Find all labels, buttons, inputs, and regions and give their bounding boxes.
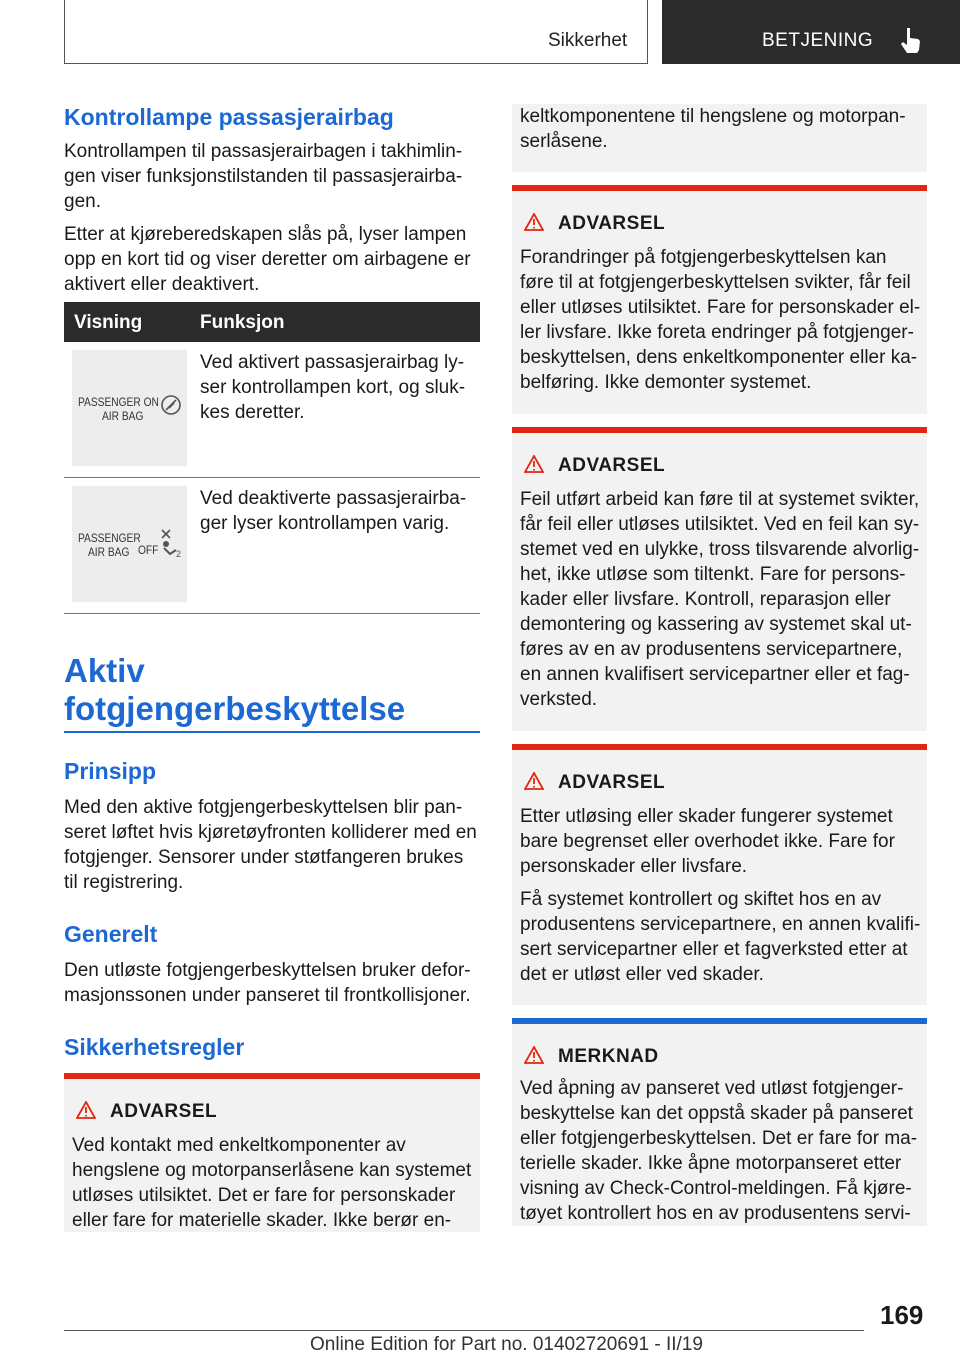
warning-box-3 [512,433,927,731]
warning-text: Etter utløsing eller skader fungerer systemet bare begrenset eller overhodet ikke. Fare for personskader eller livsfare. [520,806,895,877]
warning-title: ADVARSEL [558,455,666,476]
svg-text:2: 2 [176,549,182,558]
warning-triangle-icon [524,1046,544,1064]
warning-triangle-icon [524,455,544,473]
warning-title: ADVARSEL [558,772,666,793]
warning-title: ADVARSEL [110,1101,218,1122]
note-box [512,1024,927,1226]
warning-text: Ved kontakt med enkeltkomponenter av hengslene og motorpanserlåsene kan systemet utløses utilsiktet. Det er fare for personskader eller fare for materielle skader. Ikke berør en- [72,1135,472,1231]
table-col-display: Visning [74,312,143,333]
general-paragraph: Den utløste fotgjengerbeskyttelsen bruker defor- masjonssonen under panseret til frontkollisjoner. [64,960,471,1006]
note-text: Ved åpning av panseret ved utløst fotgjenger- beskyttelse kan det oppstå skader på panseret eller fotgjengerbeskyttelsen. Det er fare for ma- terielle skader. Ikke åpne motorpanseret etter visning av Check-Control-meldingen. Få kjøre- tøyet kontrollert hos en av produsentens servi- [520,1078,918,1224]
lamp-table-header [64,302,480,342]
header-chapter-tab[interactable] [662,0,960,64]
airbag-on-icon [160,394,182,416]
lamp-airbag-off-image [72,486,187,602]
warning-triangle-icon [76,1101,96,1119]
airbag-paragraph-2: Etter at kjøreberedskapen slås på, lyser lampen opp en kort tid og viser deretter om airbagene er aktivert eller deaktivert. [64,224,471,295]
lamp-text-line2: AIR BAG [88,545,130,559]
lamp-text-line1: PASSENGER ON [78,395,159,409]
principle-paragraph: Med den aktive fotgjengerbeskyttelsen blir pan- seret løftet hvis kjøretøyfronten kolliderer med en fotgjenger. Sensorer under støtfangeren brukes til registrering. [64,797,477,893]
warning-triangle-icon [524,213,544,231]
warning-text: Forandringer på fotgjengerbeskyttelsen kan føre til at fotgjengerbeskyttelsen svikter, får feil eller utløses utilsiktet. Fare for personskader el- ler livsfare. Ikke foreta endringer på fotgjenger- beskyttelsen, dens enkeltkomponenter eller ka- belføring. Ikke demonter systemet. [520,247,921,393]
warning-text: Få systemet kontrollert og skiftet hos en av produsentens servicepartnere, en annen kvalifi- sert servicepartner eller et fagverksted etter at det er utløst eller ved skader. [520,889,921,985]
airbag-paragraph-1: Kontrollampen til passasjerairbagen i takhimlin- gen viser funksjonstilstanden til passasjerairba- gen. [64,141,463,212]
page-number: 169 [880,1300,924,1330]
warning-box-4 [512,750,927,1005]
principle-heading: Prinsipp [64,758,157,784]
continued-warning-box [512,104,927,172]
header-chapter-label: BETJENING [762,30,874,51]
header-section-title: Sikkerhet [548,30,628,51]
section-underline [64,731,480,733]
warning-triangle-icon [524,772,544,790]
warning-text: Feil utført arbeid kan føre til at systemet svikter, får feil eller utløses utilsiktet. Ved en feil kan sy- stemet ved en ulykke, tross tilsvarende alvorlig- het, ikke utløse som tiltenkt. Fare for persons- kader eller livsfare. Kontroll, reparasjon eller demontering og kassering av systemet skal ut- føres av en av produsentens servicepartnere, en annen kvalifisert servicepartner eller et fag- verksted. [520,489,920,710]
footer-edition: Online Edition for Part no. 01402720691 - II/19 [310,1334,703,1355]
safety-rules-heading: Sikkerhetsregler [64,1034,245,1060]
table-divider [64,613,480,614]
continued-warning-text: keltkomponentene til hengslene og motorpan- serlåsene. [520,106,906,152]
section-title: Aktiv fotgjengerbeskyttelse [64,652,406,727]
lamp-row-1-text: Ved aktivert passasjerairbag ly- ser kontrollampen kort, og sluk- kes deretter. [200,352,466,423]
lamp-text-line1: PASSENGER [78,531,141,545]
lamp-row-2-text: Ved deaktiverte passasjerairba- ger lyser kontrollampen varig. [200,488,467,534]
airbag-lamp-heading: Kontrollampe passasjerairbag [64,104,394,130]
warning-box-2 [512,191,927,414]
table-divider [64,477,480,478]
lamp-airbag-on-image [72,350,187,466]
lamp-text-off: OFF [138,543,159,557]
table-col-function: Funksjon [200,312,285,333]
general-heading: Generelt [64,921,158,947]
warning-box-1 [64,1079,480,1232]
airbag-off-icon [156,528,182,558]
note-title: MERKNAD [558,1046,659,1067]
hand-pointer-icon [898,26,924,54]
lamp-text-line2: AIR BAG [102,409,144,423]
footer-rule [64,1330,864,1331]
warning-title: ADVARSEL [558,213,666,234]
